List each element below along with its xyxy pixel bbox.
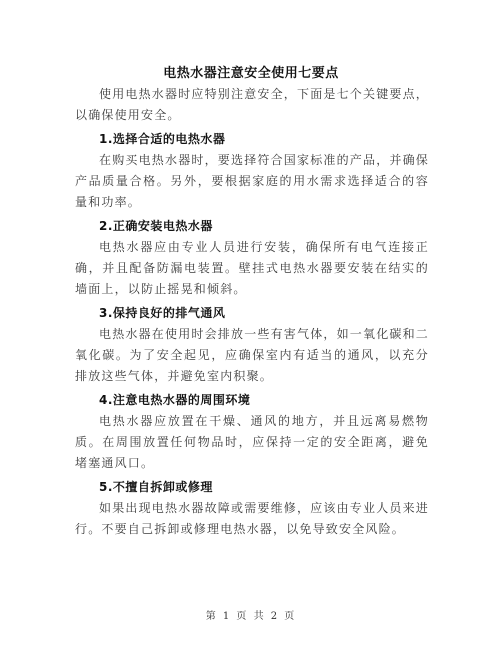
- section-heading: 4.注意电热水器的周围环境: [99, 393, 251, 407]
- section-body: 电热水器应放置在干燥、通风的地方，并且远离易燃物质。在周围放置任何物品时，应保持一定的安全距离，避免堵塞通风口。: [75, 414, 429, 470]
- section-4: [75, 390, 429, 474]
- document-title: 电热水器注意安全使用七要点: [163, 66, 339, 81]
- section-5: [75, 477, 429, 540]
- section-3: [75, 303, 429, 387]
- document-body: [75, 84, 429, 540]
- section-body: 电热水器应由专业人员进行安装，确保所有电气连接正确，并且配备防漏电装置。壁挂式电热水器要安装在结实的墙面上，以防止摇晃和倾斜。: [75, 240, 429, 296]
- section-heading: 2.正确安装电热水器: [99, 219, 213, 233]
- section-body: 如果出现电热水器故障或需要维修，应该由专业人员来进行。不要自己拆卸或修理电热水器，以免导致安全风险。: [75, 501, 430, 536]
- section-heading: 3.保持良好的排气通风: [99, 306, 226, 320]
- section-2: [75, 216, 429, 300]
- section-heading: 5.不擅自拆卸或修理: [99, 480, 213, 494]
- section-body: 在购买电热水器时，要选择符合国家标准的产品，并确保产品质量合格。另外，要根据家庭的用水需求选择适合的容量和功率。: [75, 153, 430, 209]
- section-heading: 1.选择合适的电热水器: [99, 132, 226, 146]
- section-body: 电热水器在使用时会排放一些有害气体，如一氧化碳和二氧化碳。为了安全起见，应确保室内有适当的通风，以充分排放这些气体，并避免室内积聚。: [75, 327, 430, 383]
- intro-paragraph: 使用电热水器时应特别注意安全，下面是七个关键要点，以确保使用安全。: [75, 87, 430, 122]
- section-1: [75, 129, 429, 213]
- page-number: 第 1 页 共 2 页: [205, 611, 297, 622]
